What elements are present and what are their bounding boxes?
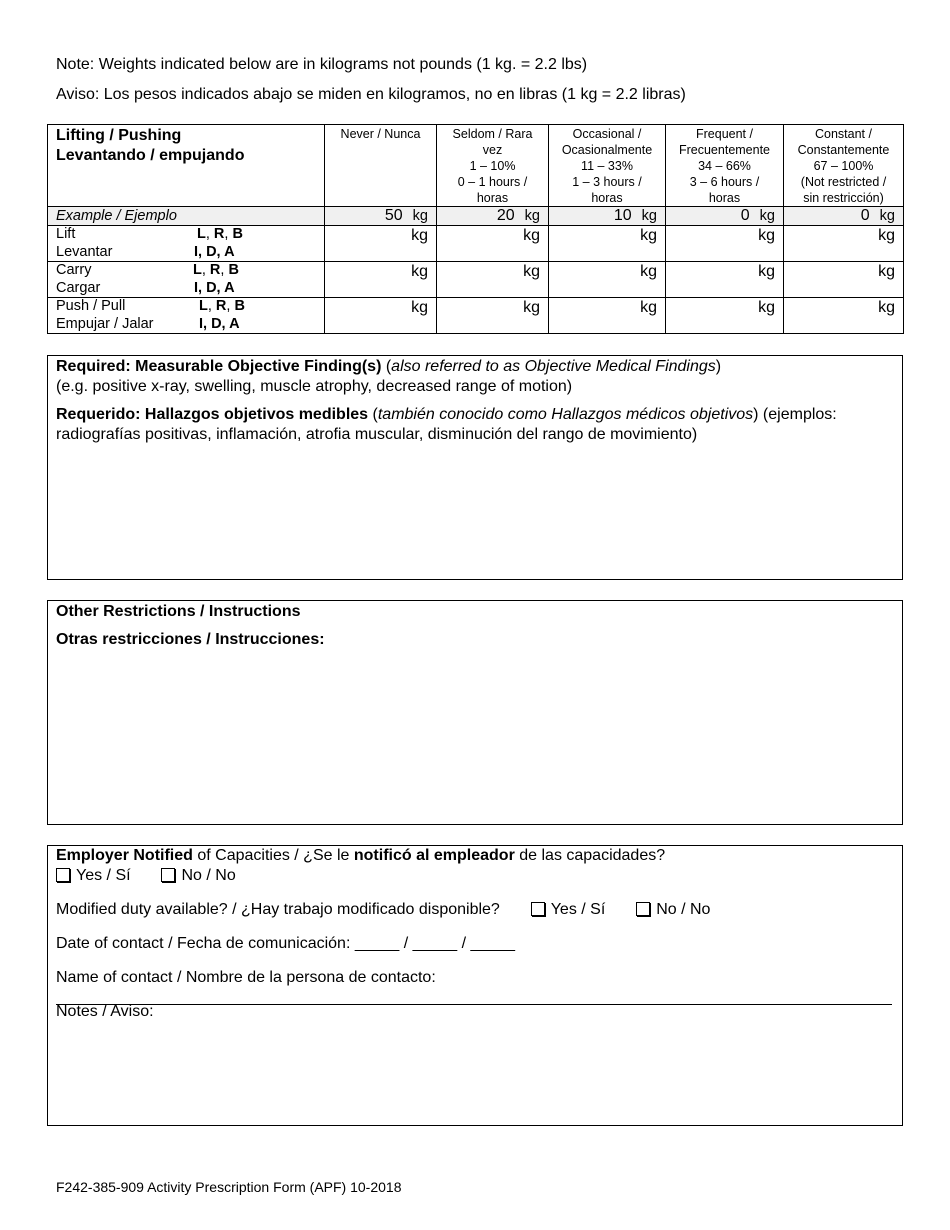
- activity-cell-lift: [48, 226, 325, 262]
- kg-input-seldom[interactable]: [437, 298, 549, 334]
- code-both: B: [234, 298, 245, 314]
- column-header-line: Frequent /: [696, 127, 753, 141]
- employer-notified-question: [48, 846, 902, 866]
- employer-bold-es: notificó al empleador: [353, 847, 515, 864]
- column-header-line: 11 – 33%: [581, 159, 633, 173]
- activity-label-en: Lift: [56, 226, 76, 242]
- checkbox-label: Yes / Sí: [550, 901, 606, 918]
- unit-label: kg: [878, 299, 895, 316]
- example-label: Example / Ejemplo: [48, 207, 325, 226]
- unit-label: kg: [411, 299, 428, 316]
- activity-label-en: Carry: [56, 262, 92, 278]
- activity-row-es: [56, 316, 324, 334]
- unit-label: kg: [640, 263, 657, 280]
- kg-input-occasional[interactable]: [549, 298, 666, 334]
- paren: (: [368, 406, 378, 423]
- objective-bold-en: Required: Measurable Objective Finding(s): [56, 358, 382, 375]
- activity-label-es: Cargar: [56, 279, 101, 296]
- example-value: [325, 207, 437, 226]
- side-codes-en: [197, 226, 243, 244]
- paren: (: [381, 358, 392, 375]
- example-value: [666, 207, 784, 226]
- code-separator: ,: [207, 298, 216, 314]
- employer-text: de las capacidades?: [514, 847, 666, 864]
- activity-cell-carry: [48, 262, 325, 298]
- column-header-line: (Not restricted /: [800, 175, 887, 189]
- unit-label: kg: [758, 227, 775, 244]
- example-row: [48, 207, 904, 226]
- code-separator: ,: [226, 298, 235, 314]
- checkbox[interactable]: [531, 902, 545, 916]
- column-header-line: Frecuentemente: [678, 143, 771, 157]
- unit-label: kg: [879, 208, 895, 224]
- employer-text: of Capacities / ¿Se le: [192, 847, 354, 864]
- code-both: B: [232, 226, 243, 242]
- kg-input-never[interactable]: [325, 262, 437, 298]
- checkbox[interactable]: [56, 868, 70, 882]
- code-right: R: [213, 226, 225, 242]
- column-header-line: 3 – 6 hours /: [689, 175, 760, 189]
- column-header-line: 34 – 66%: [698, 159, 751, 173]
- side-codes-es: I, D, A: [194, 279, 235, 296]
- example-value: [549, 207, 666, 226]
- column-header-line: Constant /: [815, 127, 872, 141]
- column-header-line: vez: [482, 143, 503, 157]
- column-header-constant: [784, 125, 904, 207]
- activity-cell-push-pull: [48, 298, 325, 334]
- checkbox[interactable]: [636, 902, 650, 916]
- employer-notified-options: [48, 866, 902, 886]
- checkbox[interactable]: [161, 868, 175, 882]
- employer-notified-no[interactable]: [161, 867, 235, 884]
- other-restrictions-title-es: Otras restricciones / Instrucciones:: [56, 631, 325, 648]
- side-codes-en: [193, 262, 239, 280]
- kg-input-frequent[interactable]: [666, 262, 784, 298]
- lifting-title-es: Levantando / empujando: [56, 147, 245, 164]
- column-header-line: 1 – 3 hours /: [572, 175, 642, 189]
- example-value: [784, 207, 904, 226]
- kg-input-frequent[interactable]: [666, 298, 784, 334]
- objective-heading-es: [48, 405, 902, 445]
- code-separator: ,: [224, 226, 233, 242]
- employer-notified-yes[interactable]: [56, 867, 131, 884]
- activity-row-en: [56, 262, 324, 280]
- side-codes-es: I, D, A: [199, 315, 240, 332]
- column-header-never: [325, 125, 437, 207]
- checkbox-label: No / No: [181, 867, 236, 884]
- column-header-line: horas: [476, 191, 509, 205]
- unit-label: kg: [878, 227, 895, 244]
- unit-label: kg: [523, 263, 540, 280]
- kg-input-frequent[interactable]: [666, 226, 784, 262]
- column-header-seldom: [437, 125, 549, 207]
- objective-heading-en: [48, 357, 902, 377]
- modified-duty-row: [48, 900, 902, 920]
- example-number: 20: [496, 207, 515, 224]
- kg-input-seldom[interactable]: [437, 226, 549, 262]
- unit-label: kg: [523, 227, 540, 244]
- table-row-push-pull: [48, 298, 904, 334]
- column-header-frequent: [666, 125, 784, 207]
- employer-bold-en: Employer Notified: [56, 847, 193, 864]
- other-restrictions-title-en: Other Restrictions / Instructions: [56, 603, 301, 620]
- activity-label-es: Levantar: [56, 243, 113, 260]
- activity-row-en: [56, 298, 324, 316]
- unit-label: kg: [878, 263, 895, 280]
- example-number: 0: [740, 207, 750, 224]
- code-left: L: [197, 226, 206, 242]
- column-header-line: Seldom / Rara: [452, 127, 533, 141]
- unit-label: kg: [759, 208, 775, 224]
- column-header-line: Occasional /: [572, 127, 642, 141]
- column-header-line: horas: [591, 191, 623, 205]
- code-right: R: [215, 298, 227, 314]
- column-header-line: Constantemente: [797, 143, 890, 157]
- activity-row-es: [56, 244, 324, 262]
- employer-box: [47, 845, 903, 1126]
- example-number: 0: [860, 207, 870, 224]
- activity-row-es: [56, 280, 324, 298]
- unit-label: kg: [641, 208, 657, 224]
- lifting-title-en: Lifting / Pushing: [56, 127, 182, 144]
- activity-label-es: Empujar / Jalar: [56, 315, 154, 332]
- table-row-carry: [48, 262, 904, 298]
- code-separator: ,: [220, 262, 229, 278]
- lifting-title: [48, 125, 325, 207]
- kg-input-occasional[interactable]: [549, 226, 666, 262]
- unit-label: kg: [412, 208, 428, 224]
- column-header-occasional: [549, 125, 666, 207]
- unit-label: kg: [758, 263, 775, 280]
- activity-label-en: Push / Pull: [56, 298, 126, 314]
- code-separator: ,: [201, 262, 210, 278]
- other-restrictions-box[interactable]: [47, 600, 903, 825]
- lifting-table-header: [48, 125, 904, 207]
- objective-italic-es: también conocido como Hallazgos médicos objetivos: [377, 406, 754, 423]
- activity-row-en: [56, 226, 324, 244]
- date-of-contact-field[interactable]: Date of contact / Fecha de comunicación: _____ / _____ / _____: [56, 935, 515, 952]
- kg-input-constant[interactable]: [784, 226, 904, 262]
- unit-label: kg: [640, 299, 657, 316]
- objective-bold-es: Requerido: Hallazgos objetivos medibles: [56, 406, 369, 423]
- unit-label: kg: [640, 227, 657, 244]
- unit-label: kg: [758, 299, 775, 316]
- unit-label: kg: [523, 299, 540, 316]
- form-footer: F242-385-909 Activity Prescription Form (APF) 10-2018: [56, 1179, 402, 1195]
- side-codes-es: I, D, A: [194, 243, 235, 260]
- table-row-lift: [48, 226, 904, 262]
- unit-label: kg: [411, 263, 428, 280]
- checkbox-label: No / No: [656, 901, 711, 918]
- objective-examples-en: (e.g. positive x-ray, swelling, muscle atrophy, decreased range of motion): [56, 378, 573, 395]
- code-separator: ,: [205, 226, 214, 242]
- example-number: 10: [613, 207, 632, 224]
- column-header-line: 1 – 10%: [469, 159, 516, 173]
- column-header-line: Ocasionalmente: [561, 143, 653, 157]
- example-value: [437, 207, 549, 226]
- modified-duty-no[interactable]: [636, 901, 710, 918]
- column-header-line: Never / Nunca: [340, 127, 421, 141]
- modified-duty-yes[interactable]: [531, 901, 606, 918]
- column-header-line: sin restricción): [803, 191, 884, 205]
- objective-examples-es: ) (ejemplos: radiografías positivas, inflamación, atrofia muscular, disminución del rango de movimiento): [56, 406, 837, 443]
- code-left: L: [199, 298, 208, 314]
- objective-italic-en: also referred to as Objective Medical Findings: [391, 358, 716, 375]
- checkbox-label: Yes / Sí: [76, 867, 131, 884]
- column-header-line: 0 – 1 hours /: [457, 175, 528, 189]
- weights-note-en: Note: Weights indicated below are in kilograms not pounds (1 kg. = 2.2 lbs): [56, 56, 588, 73]
- kg-input-constant[interactable]: [784, 298, 904, 334]
- unit-label: kg: [524, 208, 540, 224]
- name-of-contact-line[interactable]: [56, 1004, 892, 1005]
- kg-input-constant[interactable]: [784, 262, 904, 298]
- kg-input-seldom[interactable]: [437, 262, 549, 298]
- objective-findings-box[interactable]: [47, 355, 903, 580]
- kg-input-never[interactable]: [325, 226, 437, 262]
- lifting-table: [47, 124, 904, 334]
- code-right: R: [209, 262, 221, 278]
- side-codes-en: [199, 298, 245, 316]
- kg-input-never[interactable]: [325, 298, 437, 334]
- paren: ): [715, 358, 722, 375]
- kg-input-occasional[interactable]: [549, 262, 666, 298]
- code-both: B: [228, 262, 239, 278]
- unit-label: kg: [411, 227, 428, 244]
- weights-note-es: Aviso: Los pesos indicados abajo se miden en kilogramos, no en libras (1 kg = 2.2 libras): [56, 86, 686, 103]
- notes-label: Notes / Aviso:: [56, 1003, 154, 1020]
- code-left: L: [193, 262, 202, 278]
- column-header-line: horas: [708, 191, 741, 205]
- name-of-contact-label: Name of contact / Nombre de la persona de contacto:: [56, 969, 436, 986]
- modified-duty-question: Modified duty available? / ¿Hay trabajo modificado disponible?: [56, 901, 500, 918]
- example-number: 50: [384, 207, 403, 224]
- column-header-line: 67 – 100%: [813, 159, 874, 173]
